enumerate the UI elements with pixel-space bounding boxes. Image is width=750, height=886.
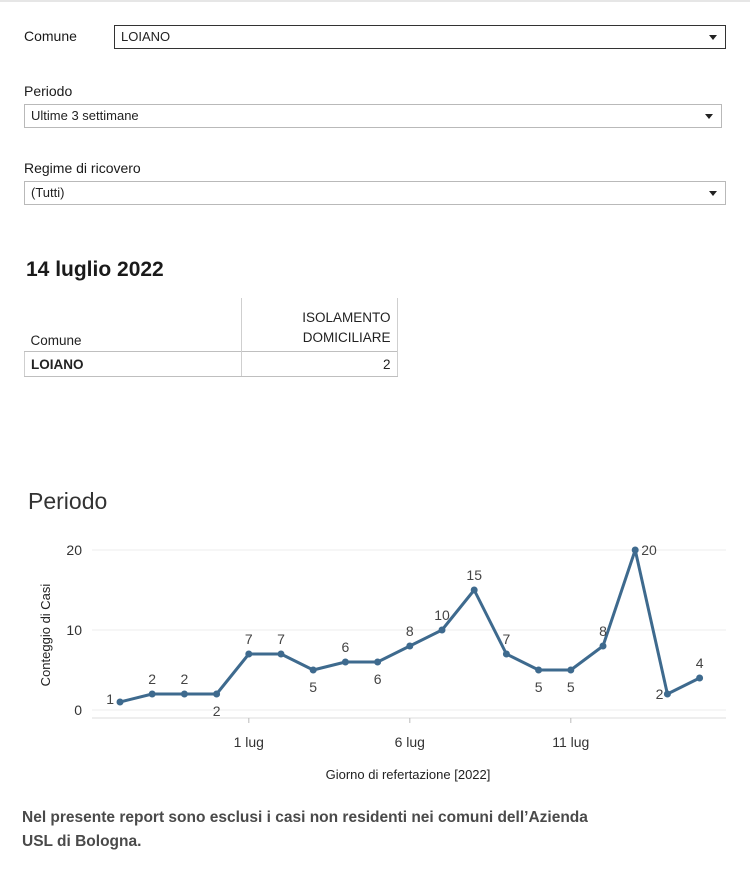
y-tick-label: 10 [66, 622, 82, 638]
data-point[interactable] [632, 547, 639, 554]
data-label: 2 [655, 686, 664, 702]
data-label: 2 [212, 703, 221, 719]
data-label: 6 [341, 639, 350, 655]
data-label: 6 [373, 671, 382, 687]
data-point[interactable] [117, 699, 124, 706]
y-tick-label: 20 [66, 542, 82, 558]
data-label: 15 [466, 567, 482, 583]
data-label: 7 [244, 631, 253, 647]
comune-select[interactable] [114, 25, 726, 49]
x-tick-labels [234, 718, 590, 750]
data-point[interactable] [600, 643, 607, 650]
top-divider [0, 0, 750, 2]
data-label: 2 [180, 671, 189, 687]
data-point[interactable] [535, 667, 542, 674]
data-label: 2 [148, 671, 157, 687]
y-tick-labels [66, 542, 82, 718]
data-label: 7 [502, 631, 511, 647]
data-point[interactable] [374, 659, 381, 666]
data-point[interactable] [664, 691, 671, 698]
column-header-isolamento-line2: DOMICILIARE [302, 329, 391, 345]
line-chart [0, 525, 750, 790]
row-value-cell: 2 [241, 352, 397, 377]
column-header-isolamento-line1: ISOLAMENTO [302, 309, 391, 325]
y-tick-label: 0 [74, 702, 82, 718]
data-point[interactable] [181, 691, 188, 698]
data-label: 4 [695, 655, 704, 671]
data-point[interactable] [342, 659, 349, 666]
data-point[interactable] [471, 587, 478, 594]
data-point[interactable] [310, 667, 317, 674]
summary-table [24, 298, 398, 377]
data-point[interactable] [406, 643, 413, 650]
data-point[interactable] [278, 651, 285, 658]
x-tick-label: 11 lug [552, 734, 590, 750]
column-header-isolamento [241, 298, 397, 352]
x-axis-label: Giorno di refertazione [2022] [325, 767, 491, 782]
data-label: 1 [106, 691, 114, 707]
data-point[interactable] [213, 691, 220, 698]
regime-filter-label: Regime di ricovero [24, 160, 141, 176]
regime-select[interactable] [24, 181, 726, 205]
data-label: 8 [405, 623, 414, 639]
data-label: 7 [277, 631, 285, 647]
data-label: 8 [599, 623, 607, 639]
regime-select-value: (Tutti) [31, 185, 65, 200]
chevron-down-icon [705, 114, 713, 119]
footnote-text: Nel presente report sono esclusi i casi non residenti nei comuni dell’Azienda USL di Bologna. [22, 809, 588, 850]
data-label: 20 [641, 542, 657, 558]
data-point[interactable] [245, 651, 252, 658]
comune-filter-label: Comune [24, 28, 77, 44]
periodo-select-value: Ultime 3 settimane [31, 108, 139, 123]
data-point[interactable] [503, 651, 510, 658]
x-tick-label: 6 lug [394, 734, 425, 750]
chevron-down-icon [709, 35, 717, 40]
chart-section-title: Periodo [28, 488, 108, 514]
data-point[interactable] [696, 675, 703, 682]
data-label: 5 [566, 679, 575, 695]
column-header-comune: Comune [30, 333, 82, 348]
comune-select-value: LOIANO [121, 29, 171, 44]
data-point[interactable] [149, 691, 156, 698]
x-tick-label: 1 lug [233, 734, 264, 750]
data-label: 5 [309, 679, 318, 695]
table-row [25, 352, 398, 377]
row-comune-cell: LOIANO [25, 352, 242, 377]
periodo-select[interactable] [24, 104, 722, 128]
summary-date-title: 14 luglio 2022 [26, 258, 164, 281]
y-axis-label: Conteggio di Casi [38, 583, 53, 687]
chevron-down-icon [709, 191, 717, 196]
data-point[interactable] [439, 627, 446, 634]
data-label: 5 [534, 679, 543, 695]
data-point[interactable] [567, 667, 574, 674]
periodo-filter-label: Periodo [24, 83, 73, 99]
data-label: 10 [434, 607, 450, 623]
